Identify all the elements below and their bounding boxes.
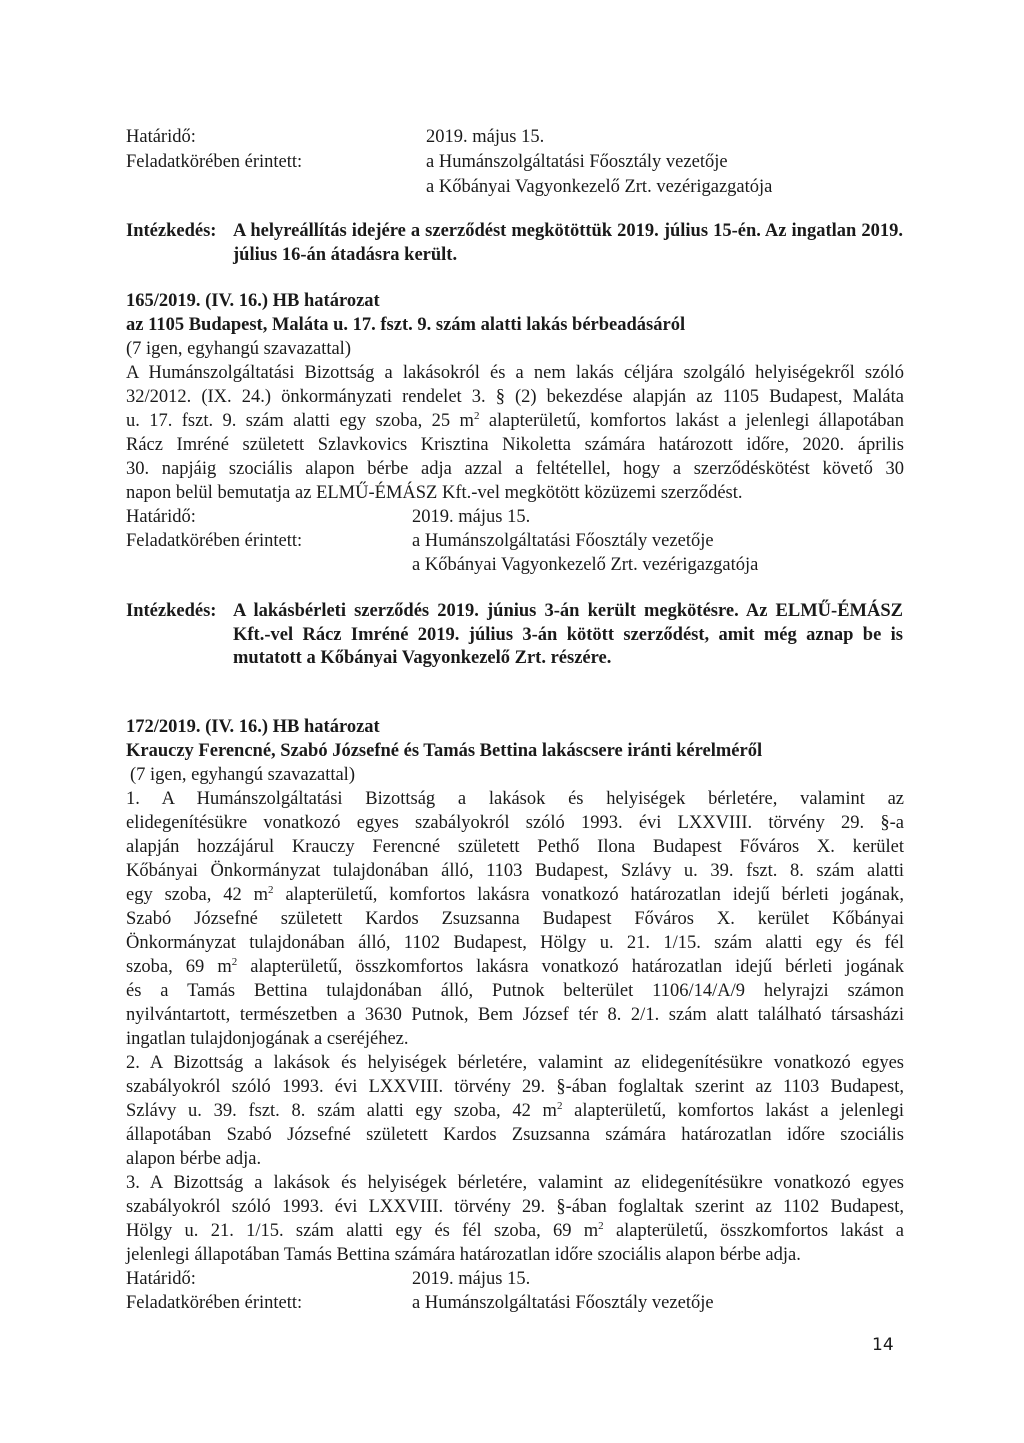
body-line: elidegenítésükre vonatkozó egyes szabályokról szóló 1993. évi LXXVIII. törvény 29. §-a [126,813,904,833]
body-line: nyilvántartott, természetben a 3630 Putnok, Bem József tér 8. 2/1. szám alatt található társasházi [126,1005,904,1025]
body-line: állapotában Szabó Józsefné született Kardos Zsuzsanna számára határozatlan időre szociális [126,1125,904,1145]
deadline-label: Határidő: [126,1269,196,1289]
responsible-label: Feladatkörében érintett: [126,1293,303,1313]
body-line: Önkormányzat tulajdonában álló, 1102 Budapest, Hölgy u. 21. 1/15. szám alatti egy és fél [126,933,904,953]
body-line: 32/2012. (IX. 24.) önkormányzati rendelet 3. § (2) bekezdése alapján az 1105 Budapest, Maláta [126,387,904,407]
deadline-label: Határidő: [126,507,196,527]
body-line: 1. A Humánszolgáltatási Bizottság a lakások és helyiségek bérletére, valamint az [126,789,904,809]
body-line: 30. napjáig szociális alapon bérbe adja azzal a feltétellel, hogy a szerződéskötést követő 30 [126,459,904,479]
responsible-1: a Humánszolgáltatási Főosztály vezetője [426,152,728,172]
body-line: Rácz Imréné született Szlavkovics Krisztina Nikoletta számára határozott időre, 2020. április [126,435,904,455]
body-line: alapon bérbe adja. [126,1149,262,1169]
action-label: Intézkedés: [126,601,217,621]
body-line: Kőbányai Önkormányzat tulajdonában álló, 1103 Budapest, Szlávy u. 39. fszt. 8. szám alatti [126,861,904,881]
action-text: A helyreállítás idejére a szerződést megkötöttük 2019. július 15-én. Az ingatlan 2019. július 16-án átadásra került. [233,221,903,265]
body-line: szabályokról szóló 1993. évi LXXVIII. törvény 29. §-ában foglaltak szerint az 1102 Budapest, [126,1197,904,1217]
vote-text: (7 igen, egyhangú szavazattal) [130,765,355,785]
body-line: és a Tamás Bettina tulajdonában álló, Putnok belterület 1106/14/A/9 helyrajzi számon [126,981,904,1001]
body-line: alapján hozzájárul Krauczy Ferencné született Pethő Ilona Budapest Főváros X. kerület [126,837,904,857]
body-line: jelenlegi állapotában Tamás Bettina számára határozatlan időre szociális alapon bérbe adja. [126,1245,801,1265]
body-line: 3. A Bizottság a lakások és helyiségek bérletére, valamint az elidegenítésükre vonatkozó egyes [126,1173,904,1193]
responsible-label: Feladatkörében érintett: [126,531,303,551]
body-line: egy szoba, 42 $m^2$ alapterületű, komfortos lakásra vonatkozó határozatlan idejű bérleti jogának, [126,883,904,905]
body-line: Hölgy u. 21. 1/15. szám alatti egy és fél szoba, 69 $m^2$ alapterületű, összkomfortos lakást a [126,1219,905,1241]
deadline-value: 2019. május 15. [412,507,531,527]
body-line: ingatlan tulajdonjogának a cseréjéhez. [126,1029,409,1049]
body-line: szabályokról szóló 1993. évi LXXVIII. törvény 29. §-ában foglaltak szerint az 1103 Budapest, [126,1077,904,1097]
body-line: Szlávy u. 39. fszt. 8. szám alatti egy szoba, 42 $m^2$ alapterületű, komfortos lakást a jelenlegi [126,1099,904,1121]
responsible-1: a Humánszolgáltatási Főosztály vezetője [412,531,714,551]
resolution-number: 172/2019. (IV. 16.) HB határozat [126,717,380,737]
vote-text: (7 igen, egyhangú szavazattal) [126,339,351,359]
action-label: Intézkedés: [126,221,217,241]
responsible-label: Feladatkörében érintett: [126,152,303,172]
responsible-1: a Humánszolgáltatási Főosztály vezetője [412,1293,714,1313]
body-line: A Humánszolgáltatási Bizottság a lakásokról és a nem lakás céljára szolgáló helyiségekről szóló [126,363,904,383]
deadline-label: Határidő: [126,127,196,147]
responsible-2: a Kőbányai Vagyonkezelő Zrt. vezérigazgatója [412,555,759,575]
deadline-value: 2019. május 15. [426,127,545,147]
deadline-value: 2019. május 15. [412,1269,531,1289]
responsible-2: a Kőbányai Vagyonkezelő Zrt. vezérigazgatója [426,177,773,197]
resolution-title: az 1105 Budapest, Maláta u. 17. fszt. 9. szám alatti lakás bérbeadásáról [126,315,686,335]
body-line: napon belül bemutatja az ELMŰ-ÉMÁSZ Kft.-vel megkötött közüzemi szerződést. [126,483,743,503]
resolution-number: 165/2019. (IV. 16.) HB határozat [126,291,380,311]
body-line: 2. A Bizottság a lakások és helyiségek bérletére, valamint az elidegenítésükre vonatkozó egyes [126,1053,904,1073]
body-line: Szabó Józsefné született Kardos Zsuzsanna Budapest Főváros X. kerület Kőbányai [126,909,904,929]
body-line: szoba, 69 $m^2$ alapterületű, összkomfortos lakásra vonatkozó határozatlan idejű bérleti jogának [126,955,904,977]
body-line: u. 17. fszt. 9. szám alatti egy szoba, 25 $m^2$ alapterületű, komfortos lakást a jelenlegi állapotában [126,409,904,431]
action-text: A lakásbérleti szerződés 2019. június 3-án került megkötésre. Az ELMŰ-ÉMÁSZ Kft.-vel Rácz Imréné 2019. július 3-án kötött szerződést, amit még aznap be is mutatott a Kőbányai Vagyonkezelő Zrt. részére. [233,601,903,668]
resolution-title: Krauczy Ferencné, Szabó Józsefné és Tamás Bettina lakáscsere iránti kérelméről [126,741,763,761]
page-number: 14 [872,1335,894,1355]
